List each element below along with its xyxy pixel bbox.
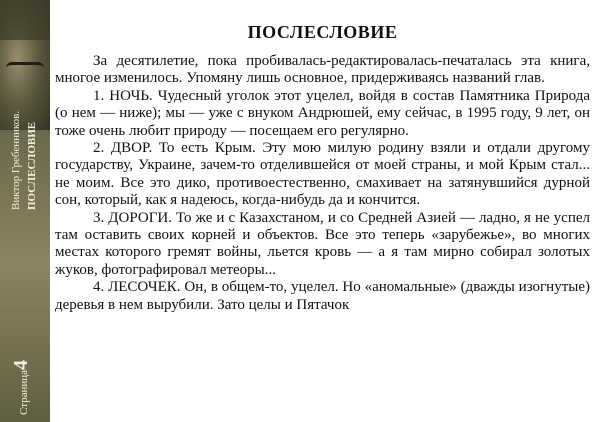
document-body (55, 0, 590, 422)
sidebar (0, 0, 50, 422)
author-photo-glasses (6, 62, 44, 75)
page-label: Страница (18, 369, 30, 415)
paragraph-intro: За десятилетие, пока пробивалась-редактировалась-печаталась эта книга, многое изменилось. Упомяну лишь основное, придерживаясь названий глав. (55, 53, 590, 87)
sidebar-page-indicator (10, 360, 33, 415)
paragraph-yard: 2. ДВОР. То есть Крым. Эту мою милую родину взяли и отдали другому государству, Украине, зачем-то отделившейся от моей страны, и мой Крым стал... не моим. Все это дико, противоестественно, смахивает на затянувшийся дурной сон, который, как я надеюсь, когда-нибудь да и кончится. (55, 140, 590, 209)
author-photo-hair (0, 0, 50, 40)
sidebar-section-title: ПОСЛЕСЛОВИЕ (26, 121, 38, 210)
paragraph-night: 1. НОЧЬ. Чудесный уголок этот уцелел, войдя в состав Памятника Природа (о нем — ниже); мы — уже с внуком Андрюшей, ему сейчас, в 1995 году, 9 лет, он тоже очень любит природу — посещаем его регулярно. (55, 87, 590, 139)
page-number: 4 (10, 359, 32, 370)
paragraph-grove: 4. ЛЕСОЧЕК. Он, в общем-то, уцелел. Но «аномальные» (дважды изогнутые) деревья в нем вырубили. Зато целы и Пятачок (55, 279, 590, 313)
paragraph-roads: 3. ДОРОГИ. То же и с Казахстаном, и со Средней Азией — ладно, я не успел там оставить своих корней и объектов. Все это теперь «зарубежье», во многих местах которого гремят войны, льется кровь — а я там мирно собирал золотых жуков, фотографировал метеоры... (55, 209, 590, 278)
sidebar-author: Виктор Гребенников. (10, 110, 22, 210)
page-title: ПОСЛЕСЛОВИЕ (247, 22, 398, 42)
